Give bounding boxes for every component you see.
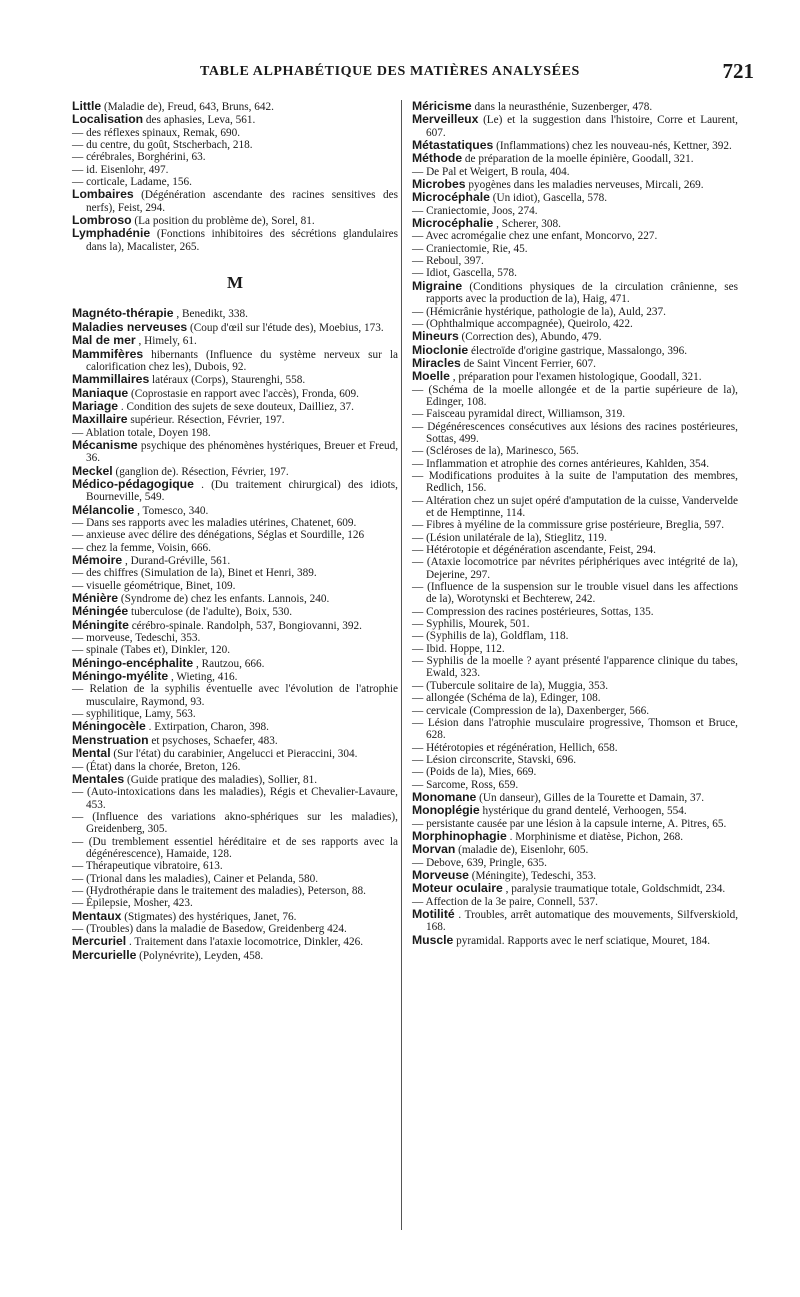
entry-text: — Hétérotopies et régénération, Hellich, 658. (412, 741, 618, 754)
column-divider (401, 100, 402, 1230)
entry-text: — Lésion dans l'atrophie musculaire progressive, Thomson et Bruce, 628. (412, 716, 738, 742)
index-entry (72, 307, 398, 320)
entry-headword: Merveilleux (412, 112, 479, 127)
index-entry (72, 478, 398, 504)
entry-text: (Syndrome de) chez les enfants. Lannois, 240. (120, 593, 330, 606)
entry-text: (Stigmates) des hystériques, Janet, 76. (124, 910, 297, 923)
entry-text: — Hétérotopie et dégénération ascendante, Feist, 294. (412, 544, 656, 557)
entry-text: , Benedikt, 338. (176, 308, 248, 321)
entry-headword: Mammillaires (72, 372, 150, 387)
index-entry (72, 373, 398, 386)
entry-headword: Microcéphale (412, 190, 490, 205)
entry-text: — des réflexes spinaux, Remak, 690. (72, 126, 241, 139)
index-entry (412, 243, 738, 255)
entry-text: (Correction des), Abundo, 479. (461, 331, 602, 344)
entry-text: (Maladie de), Freud, 643, Bruns, 642. (103, 101, 274, 113)
entry-text: — du centre, du goût, Stscherbach, 218. (72, 139, 253, 152)
entry-text: cérébro-spinale. Randolph, 537, Bongiovanni, 392. (131, 619, 362, 632)
entry-text: tuberculose (de l'adulte), Boix, 530. (131, 606, 293, 619)
entry-headword: Migraine (412, 278, 463, 293)
entry-headword: Ménière (72, 591, 119, 606)
index-entry (412, 934, 738, 947)
index-entry (72, 949, 398, 962)
entry-text: . Extirpation, Charon, 398. (148, 721, 269, 734)
entry-text: , Durand-Gréville, 561. (124, 555, 231, 567)
entry-text: (Méningite), Tedeschi, 353. (471, 869, 597, 882)
entry-text: — corticale, Ladame, 156. (72, 176, 192, 189)
entry-text: — (Trional dans les maladies), Cainer et Pelanda, 580. (72, 872, 319, 885)
entry-text: — (Poids de la), Mies, 669. (412, 766, 537, 779)
index-entry (412, 606, 738, 618)
index-entry (72, 885, 398, 897)
entry-headword: Méningo-myélite (72, 669, 169, 684)
entry-text: , Tomesco, 340. (137, 504, 209, 517)
index-entry (412, 255, 738, 267)
index-entry (72, 188, 398, 214)
entry-headword: Mécanisme (72, 437, 138, 452)
entry-text: de préparation de la moelle épinière, Goodall, 321. (464, 153, 694, 166)
index-entry (412, 445, 738, 457)
index-entry (412, 791, 738, 804)
index-entry (412, 882, 738, 895)
index-entry (412, 421, 738, 446)
index-entry (412, 357, 738, 370)
entry-text: (Coprostasie en rapport avec l'accès), Fronda, 609. (131, 387, 359, 400)
index-entry (412, 152, 738, 165)
entry-text: — (Syphilis de la), Goldflam, 118. (412, 630, 569, 643)
entry-text: (maladie de), Eisenlohr, 605. (458, 844, 589, 857)
index-entry (412, 330, 738, 343)
index-entry (72, 670, 398, 683)
entry-headword: Menstruation (72, 732, 149, 747)
index-entry (72, 683, 398, 708)
entry-text: — (Troubles) dans la maladie de Basedow, Greidenberg 424. (72, 922, 347, 935)
index-entry (72, 747, 398, 760)
entry-text: — cérébrales, Borghérini, 63. (72, 151, 206, 164)
index-entry (72, 657, 398, 670)
entry-text: — (Schéma de la moelle allongée et de la partie supérieure de la), Edinger, 108. (412, 383, 738, 408)
entry-headword: Mélancolie (72, 502, 135, 517)
entry-text: (Polynévrite), Leyden, 458. (139, 949, 264, 962)
index-entry (412, 318, 738, 330)
index-entry (412, 178, 738, 191)
entry-text: — (État) dans la chorée, Breton, 126. (72, 760, 241, 773)
entry-headword: Méricisme (412, 99, 472, 113)
entry-text: , paralysie traumatique totale, Goldschmidt, 234. (505, 883, 726, 896)
index-entry (72, 504, 398, 517)
index-entry (412, 869, 738, 882)
entry-headword: Méningo-encéphalite (72, 655, 194, 670)
entry-text: — Inflammation et atrophie des cornes antérieures, Kahlden, 354. (412, 457, 710, 470)
index-entry (412, 100, 738, 113)
entry-headword: Microcéphalie (412, 216, 494, 231)
entry-text: supérieur. Résection, Février, 197. (130, 414, 285, 427)
index-entry (412, 306, 738, 318)
index-entry (72, 910, 398, 923)
index-entry (412, 519, 738, 531)
entry-text: — Fibres à myéline de la commissure grise postérieure, Breglia, 597. (412, 519, 725, 532)
entry-text: — Ablation totale, Doyen 198. (72, 426, 211, 439)
index-entry (412, 544, 738, 556)
entry-headword: Localisation (72, 112, 144, 127)
entry-text: (Dégénération ascendante des racines sensitives des nerfs), Feist, 294. (86, 189, 398, 214)
entry-text: hibernants (Influence du système nerveux sur la calorification chez les), Dubois, 92. (86, 348, 398, 373)
entry-text: — (Auto-intoxications dans les maladies), Régis et Chevalier-Lavaure, 453. (72, 786, 398, 811)
entry-headword: Mémoire (72, 553, 123, 567)
index-entry (72, 773, 398, 786)
index-entry (412, 384, 738, 409)
index-entry (412, 408, 738, 420)
entry-text: — anxieuse avec délire des dénégations, Séglas et Sourdille, 126 (72, 529, 365, 542)
index-entry (412, 655, 738, 680)
entry-text: — Avec acromégalie chez une enfant, Moncorvo, 227. (412, 230, 658, 243)
index-entry (72, 632, 398, 644)
entry-headword: Maxillaire (72, 412, 128, 427)
entry-text: pyogènes dans les maladies nerveuses, Mircali, 269. (468, 179, 704, 192)
entry-headword: Mentales (72, 771, 125, 786)
entry-text: — Ibid. Hoppe, 112. (412, 642, 505, 655)
entry-headword: Méthode (412, 151, 463, 166)
index-entry (72, 567, 398, 579)
index-entry (72, 439, 398, 465)
entry-text: latéraux (Corps), Staurenghi, 558. (152, 374, 306, 387)
entry-text: . Traitement dans l'ataxie locomotrice, Dinkler, 426. (129, 936, 364, 949)
entry-text: — Altération chez un sujet opéré d'amputation de la cuisse, Vandervelde et de Hemptinne, 114. (412, 494, 738, 519)
entries-l-section (72, 100, 398, 253)
index-entry (72, 127, 398, 139)
entry-text: — des chiffres (Simulation de la), Binet et Henri, 389. (72, 567, 317, 580)
entry-text: — (Hydrothérapie dans le traitement des maladies), Peterson, 88. (72, 884, 366, 897)
entry-headword: Muscle (412, 932, 454, 947)
entry-headword: Miracles (412, 355, 461, 370)
left-column (72, 100, 398, 962)
index-entry (72, 151, 398, 163)
entry-headword: Méningée (72, 604, 129, 619)
entry-text: — syphilitique, Lamy, 563. (72, 708, 196, 721)
index-entry (412, 470, 738, 495)
index-entry (72, 860, 398, 872)
entry-headword: Lombroso (72, 213, 132, 228)
entry-text: dans la neurasthénie, Suzenberger, 478. (474, 101, 653, 113)
entry-text: — Idiot, Gascella, 578. (412, 267, 517, 280)
entry-headword: Morvan (412, 842, 456, 857)
entry-text: — cervicale (Compression de la), Daxenberger, 566. (412, 704, 650, 717)
index-entry (72, 786, 398, 811)
entry-text: (Coup d'œil sur l'étude des), Moebius, 173. (189, 321, 384, 334)
entry-text: , Wieting, 416. (170, 671, 238, 684)
index-entry (412, 139, 738, 152)
index-entry (412, 280, 738, 306)
index-entry (72, 348, 398, 374)
right-column (412, 100, 738, 947)
page-number: 721 (722, 59, 754, 83)
entry-text: — Thérapeutique vibratoire, 613. (72, 860, 223, 873)
index-entry (72, 334, 398, 347)
entry-headword: Morveuse (412, 867, 469, 882)
index-entry (412, 804, 738, 817)
entry-headword: Microbes (412, 177, 466, 192)
index-entry (72, 413, 398, 426)
entry-text: . Morphinisme et diatèse, Pichon, 268. (509, 830, 684, 843)
entry-headword: Monoplégie (412, 803, 480, 818)
entry-text: — (Influence de la suspension sur le trouble visuel dans les affections de la), Worotynski et Bechterew, 242. (412, 581, 738, 606)
entry-text: des aphasies, Leva, 561. (145, 114, 256, 127)
entry-text: — (Lésion unilatérale de la), Stieglitz, 119. (412, 531, 607, 544)
index-entry (412, 495, 738, 520)
entry-headword: Meckel (72, 463, 113, 478)
entry-headword: Mercuriel (72, 934, 127, 949)
index-entry (72, 164, 398, 176)
entry-text: — Syphilis, Mourek, 501. (412, 618, 530, 631)
entry-text: — spinale (Tabes et), Dinkler, 120. (72, 644, 231, 657)
entry-text: et psychoses, Schaefer, 483. (151, 734, 278, 747)
index-entry (72, 836, 398, 861)
page-header (72, 59, 754, 86)
index-entry (412, 230, 738, 242)
entry-text: (Le) et la suggestion dans l'histoire, Corre et Laurent, 607. (426, 114, 738, 139)
entry-text: — Affection de la 3e paire, Connell, 537. (412, 895, 598, 908)
index-entry (412, 843, 738, 856)
entries-m-section (72, 307, 398, 962)
entry-text: — Craniectomie, Joos, 274. (412, 204, 538, 217)
index-entry (412, 630, 738, 642)
running-title: TABLE ALPHABÉTIQUE DES MATIÈRES ANALYSÉES (200, 64, 580, 79)
entry-text: (Fonctions inhibitoires des sécrétions glandulaires dans la), Macalister, 265. (86, 228, 398, 253)
index-entry (412, 191, 738, 204)
index-entry (72, 554, 398, 567)
entry-text: , Scherer, 308. (496, 218, 561, 231)
entry-headword: Moteur oculaire (412, 881, 503, 896)
index-entry (72, 113, 398, 126)
entry-headword: Mental (72, 746, 111, 761)
entry-text: — Faisceau pyramidal direct, Williamson, 319. (412, 408, 626, 421)
entry-headword: Mercurielle (72, 947, 137, 962)
index-entry (412, 113, 738, 139)
index-entry (72, 529, 398, 541)
entry-text: de Saint Vincent Ferrier, 607. (463, 357, 596, 370)
index-entry (412, 766, 738, 778)
entry-text: — persistante causée par une lésion à la capsule interne, A. Pitres, 65. (412, 817, 727, 830)
entry-headword: Mammifères (72, 346, 144, 361)
entry-text: (Un idiot), Gascella, 578. (492, 192, 608, 205)
index-entry (72, 619, 398, 632)
entry-text: , préparation pour l'examen histologique, Goodall, 321. (452, 371, 702, 384)
entry-headword: Mioclonie (412, 342, 469, 357)
entry-text: (Conditions physiques de la circulation crânienne, ses rapports avec la production de la), Haig, 471. (426, 280, 738, 306)
index-entry (72, 592, 398, 605)
entry-text: — De Pal et Weigert, B roula, 404. (412, 165, 570, 178)
index-entry (72, 734, 398, 747)
entry-headword: Maladies nerveuses (72, 319, 188, 334)
index-entry (412, 618, 738, 630)
entry-headword: Monomane (412, 789, 477, 804)
entry-text: (Un danseur), Gilles de la Tourette et Damain, 37. (479, 791, 705, 804)
index-entry (412, 830, 738, 843)
entry-text: — Épilepsie, Mosher, 423. (72, 897, 193, 910)
entry-text: — visuelle géométrique, Binet, 109. (72, 579, 236, 592)
entry-text: — Reboul, 397. (412, 255, 484, 268)
entry-text: hystérique du grand dentelé, Verhoogen, 554. (482, 805, 687, 818)
entry-text: — (Scléroses de la), Marinesco, 565. (412, 445, 579, 458)
entry-text: (La position du problème de), Sorel, 81. (134, 215, 315, 228)
entry-headword: Méningite (72, 617, 129, 632)
entry-text: électroïde d'origine gastrique, Massalongo, 396. (471, 344, 688, 357)
entry-text: pyramidal. Rapports avec le nerf sciatique, Mouret, 184. (456, 934, 711, 947)
index-entry (72, 227, 398, 253)
entry-text: — Dégénérescences consécutives aux lésions des racines postérieures, Sottas, 499. (412, 420, 738, 445)
entry-text: , Rautzou, 666. (196, 657, 265, 670)
index-entry (72, 214, 398, 227)
index-entry (72, 811, 398, 836)
section-letter-m: M (226, 273, 244, 293)
entry-headword: Mineurs (412, 329, 459, 344)
entry-text: — Lésion circonscrite, Stavski, 696. (412, 753, 577, 766)
entry-text: (Guide pratique des maladies), Sollier, 81. (126, 773, 318, 786)
index-entry (72, 720, 398, 733)
entry-text: (ganglion de). Résection, Février, 197. (115, 465, 289, 478)
entry-headword: Moelle (412, 369, 450, 384)
entry-headword: Maniaque (72, 385, 129, 400)
entry-text: — (Influence des variations akno-sphériques sur les maladies), Greidenberg, 305. (72, 810, 398, 836)
entry-headword: Lymphadénie (72, 226, 151, 241)
entry-text: — Compression des racines postérieures, Sottas, 135. (412, 605, 654, 618)
index-entry (72, 580, 398, 592)
index-entry (412, 742, 738, 754)
index-entry (412, 717, 738, 742)
index-entry (72, 400, 398, 413)
index-entry (412, 344, 738, 357)
entry-text: — (Tubercule solitaire de la), Muggia, 353. (412, 679, 609, 692)
index-entry (412, 754, 738, 766)
entry-headword: Médico-pédagogique (72, 476, 194, 491)
index-entry (72, 139, 398, 151)
entry-text: — (Ataxie locomotrice par névrites périphériques avec intégrité de la), Dejerine, 297. (412, 556, 738, 581)
index-entry (72, 100, 398, 113)
entry-text: . Troubles, arrêt automatique des mouvements, Silfverskiold, 168. (426, 909, 739, 934)
entry-headword: Mariage (72, 398, 119, 413)
entry-text: — Relation de la syphilis éventuelle avec l'évolution de l'atrophie musculaire, Raymond, 93. (72, 683, 398, 708)
entry-text: — (Ophthalmique accompagnée), Queirolo, 422. (412, 317, 633, 330)
index-entry (412, 643, 738, 655)
entries-m-continued (412, 100, 738, 947)
entry-text: — Dans ses rapports avec les maladies utérines, Chatenet, 609. (72, 516, 357, 529)
entry-text: — chez la femme, Voisin, 666. (72, 541, 211, 554)
entry-headword: Métastatiques (412, 138, 494, 153)
entry-text: — Debove, 639, Pringle, 635. (412, 856, 547, 869)
index-entry (72, 387, 398, 400)
entry-headword: Mal de mer (72, 333, 136, 348)
index-entry (72, 517, 398, 529)
entry-text: — Syphilis de la moelle ? ayant présenté l'apparence clinique du tabes, Ewald, 323. (412, 655, 738, 680)
entry-text: — morveuse, Tedeschi, 353. (72, 632, 201, 645)
index-entry (412, 532, 738, 544)
index-entry (412, 581, 738, 606)
entry-headword: Magnéto-thérapie (72, 306, 174, 321)
index-entry (412, 908, 738, 934)
index-entry (72, 465, 398, 478)
entry-headword: Lombaires (72, 187, 134, 202)
entry-text: — Modifications produites à la suite de l'amputation des membres, Redlich, 156. (412, 469, 738, 495)
entry-text: (Inflammations) chez les nouveau-nés, Kettner, 392. (496, 140, 732, 153)
entry-text: (Sur l'état) du carabinier, Angelucci et Pieraccini, 304. (113, 748, 358, 761)
index-entry (72, 873, 398, 885)
entry-text: — (Du tremblement essentiel héréditaire et de ses rapports avec la dégénérescence), Hamaide, 128. (72, 835, 398, 860)
entry-text: — Sarcome, Ross, 659. (412, 778, 519, 791)
entry-text: — (Hémicrânie hystérique, pathologie de la), Auld, 237. (412, 305, 666, 318)
index-entry (412, 556, 738, 581)
entry-text: . (Du traitement chirurgical) des idiots, Bourneville, 549. (86, 478, 398, 504)
index-entry (412, 217, 738, 230)
entry-text: — allongée (Schéma de la), Edinger, 108. (412, 692, 601, 705)
entry-headword: Morphinophagie (412, 828, 507, 843)
entry-text: — Craniectomie, Rie, 45. (412, 242, 528, 255)
index-entry (412, 680, 738, 692)
entry-text: — id. Eisenlohr, 497. (72, 163, 169, 176)
entry-text: , Himely, 61. (138, 335, 197, 348)
index-entry (412, 370, 738, 383)
entry-headword: Mentaux (72, 908, 122, 923)
index-entry (72, 605, 398, 618)
index-entry (412, 692, 738, 704)
entry-text: psychique des phénomènes hystériques, Breuer et Freud, 36. (86, 439, 399, 465)
index-entry (412, 705, 738, 717)
index-entry (412, 458, 738, 470)
index-entry (412, 896, 738, 908)
index-entry (72, 321, 398, 334)
index-entry (72, 935, 398, 948)
entry-headword: Méningocèle (72, 719, 146, 734)
entry-headword: Motilité (412, 907, 455, 921)
entry-headword: Little (72, 99, 102, 113)
entry-text: . Condition des sujets de sexe douteux, Dailliez, 37. (120, 400, 354, 413)
